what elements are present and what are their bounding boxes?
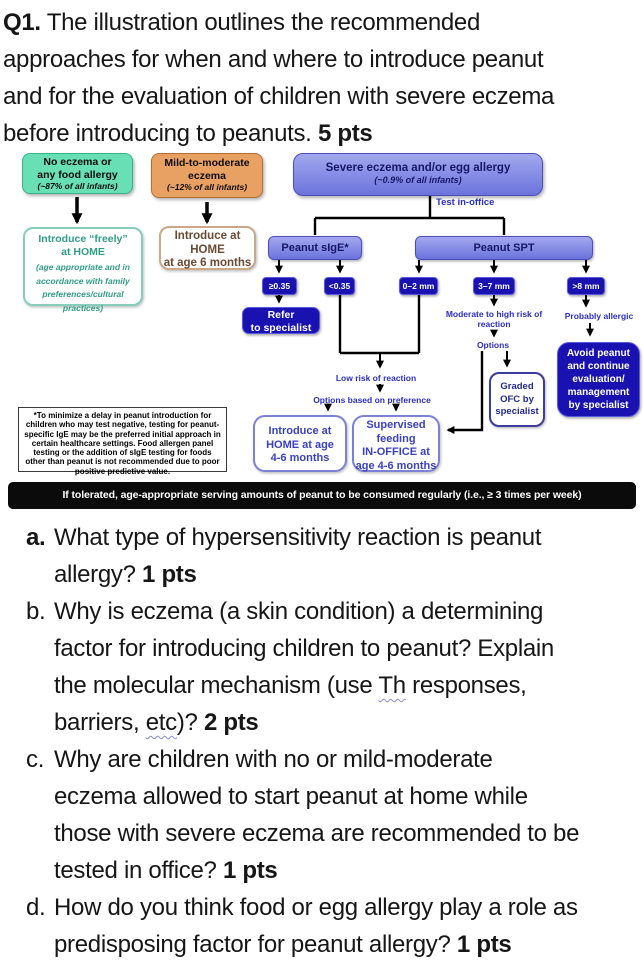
text-line: and for the evaluation of children with severe eczema: [3, 83, 555, 110]
label-options-preference: Options based on preference: [313, 395, 431, 405]
spellcheck-underline: etc: [145, 709, 177, 736]
node-severe-eczema: Severe eczema and/or egg allergy (~0.9% of all infants): [293, 153, 543, 196]
text-line: How do you think food or egg allergy play a role as: [54, 894, 578, 921]
text-line: the molecular mechanism (use Th responses,: [54, 672, 527, 699]
tolerated-banner: If tolerated, age-appropriate serving amounts of peanut to be consumed regularly (i.e., ≥ 3 times per week): [8, 482, 636, 509]
points-badge: 2 pts: [203, 709, 259, 736]
points-badge: 5 pts: [317, 120, 373, 147]
question-c: [0, 741, 644, 889]
question-list: [0, 519, 644, 963]
text-line: predisposing factor for peanut allergy? 1 pts: [54, 931, 512, 958]
node-supervised-feeding-in-office: Supervised feeding IN-OFFICE at age 4-6 months: [352, 415, 440, 472]
text-line: What type of hypersensitivity reaction is peanut: [54, 524, 542, 551]
node-spt-0-2mm: 0–2 mm: [399, 277, 438, 295]
peanut-introduction-flowchart: [0, 152, 644, 514]
node-mild-moderate-eczema: Mild-to-moderate eczema (~12% of all infants): [151, 153, 263, 198]
text-line: factor for introducing children to peanut? Explain: [54, 635, 554, 662]
node-sige-lt-035: <0.35: [324, 277, 355, 295]
question-number: Q1.: [3, 9, 41, 36]
text-line: allergy? 1 pts: [54, 561, 197, 588]
text-line: eczema allowed to start peanut at home while: [54, 783, 528, 810]
text-line: Why are children with no or mild-moderate: [54, 746, 493, 773]
points-badge: 1 pts: [142, 561, 197, 588]
text-line: barriers, etc)? 2 pts: [54, 709, 259, 736]
node-introduce-home-6-months: Introduce at HOME at age 6 months: [159, 226, 256, 270]
label-options: Options: [476, 340, 510, 350]
node-refer-to-specialist: Refer to specialist: [242, 307, 320, 334]
text-line: Q1. The illustration outlines the recommended: [3, 9, 481, 36]
text-line: before introducing to peanuts. 5 pts: [3, 120, 373, 147]
question-letter: b.: [26, 598, 46, 625]
label-test-in-office: Test in-office: [436, 197, 495, 208]
question-letter: d.: [26, 894, 46, 921]
node-graded-ofc: Graded OFC by specialist: [489, 372, 545, 427]
node-peanut-spt: Peanut SPT: [415, 236, 593, 260]
node-sige-ge-035: ≥0.35: [262, 277, 297, 295]
node-introduce-freely-home: Introduce “freely” at HOME (age appropriate and in accordance with family preferences/cultural practices): [23, 227, 143, 306]
label-low-risk: Low risk of reaction: [335, 373, 417, 383]
node-spt-3-7mm: 3–7 mm: [473, 277, 515, 295]
node-no-eczema: No eczema or any food allergy (~87% of all infants): [22, 153, 133, 194]
node-introduce-home-4-6-months: Introduce at HOME at age 4-6 months: [253, 415, 347, 472]
question-intro: [3, 4, 644, 152]
question-d: [0, 889, 644, 963]
question-letter: c.: [26, 746, 45, 773]
question-a: [0, 519, 644, 593]
points-badge: 1 pts: [456, 931, 512, 958]
document-page: [0, 4, 644, 969]
points-badge: 1 pts: [222, 857, 278, 884]
text-line: those with severe eczema are recommended to be: [54, 820, 580, 847]
node-peanut-sige: Peanut sIgE*: [268, 236, 362, 260]
label-moderate-high-risk: Moderate to high risk of reaction: [445, 309, 543, 329]
flowchart-footnote: *To minimize a delay in peanut introduction for children who may test negative, testing for peanut-specific IgE may be the preferred initial approach in certain healthcare settings. Food allergen panel testing or the addition of sIgE testing for foods other than peanut is not recommended due to poor positive predictive value.: [18, 407, 227, 472]
question-letter: a.: [26, 524, 46, 551]
text-line: tested in office? 1 pts: [54, 857, 278, 884]
text-line: approaches for when and where to introduce peanut: [3, 46, 544, 73]
text-line: Why is eczema (a skin condition) a determining: [54, 598, 544, 625]
label-probably-allergic: Probably allergic: [564, 311, 634, 321]
question-b: [0, 593, 644, 741]
node-spt-gt-8mm: >8 mm: [567, 277, 605, 295]
node-avoid-peanut: Avoid peanut and continue evaluation/ management by specialist: [557, 342, 640, 417]
spellcheck-underline: Th: [378, 672, 406, 699]
